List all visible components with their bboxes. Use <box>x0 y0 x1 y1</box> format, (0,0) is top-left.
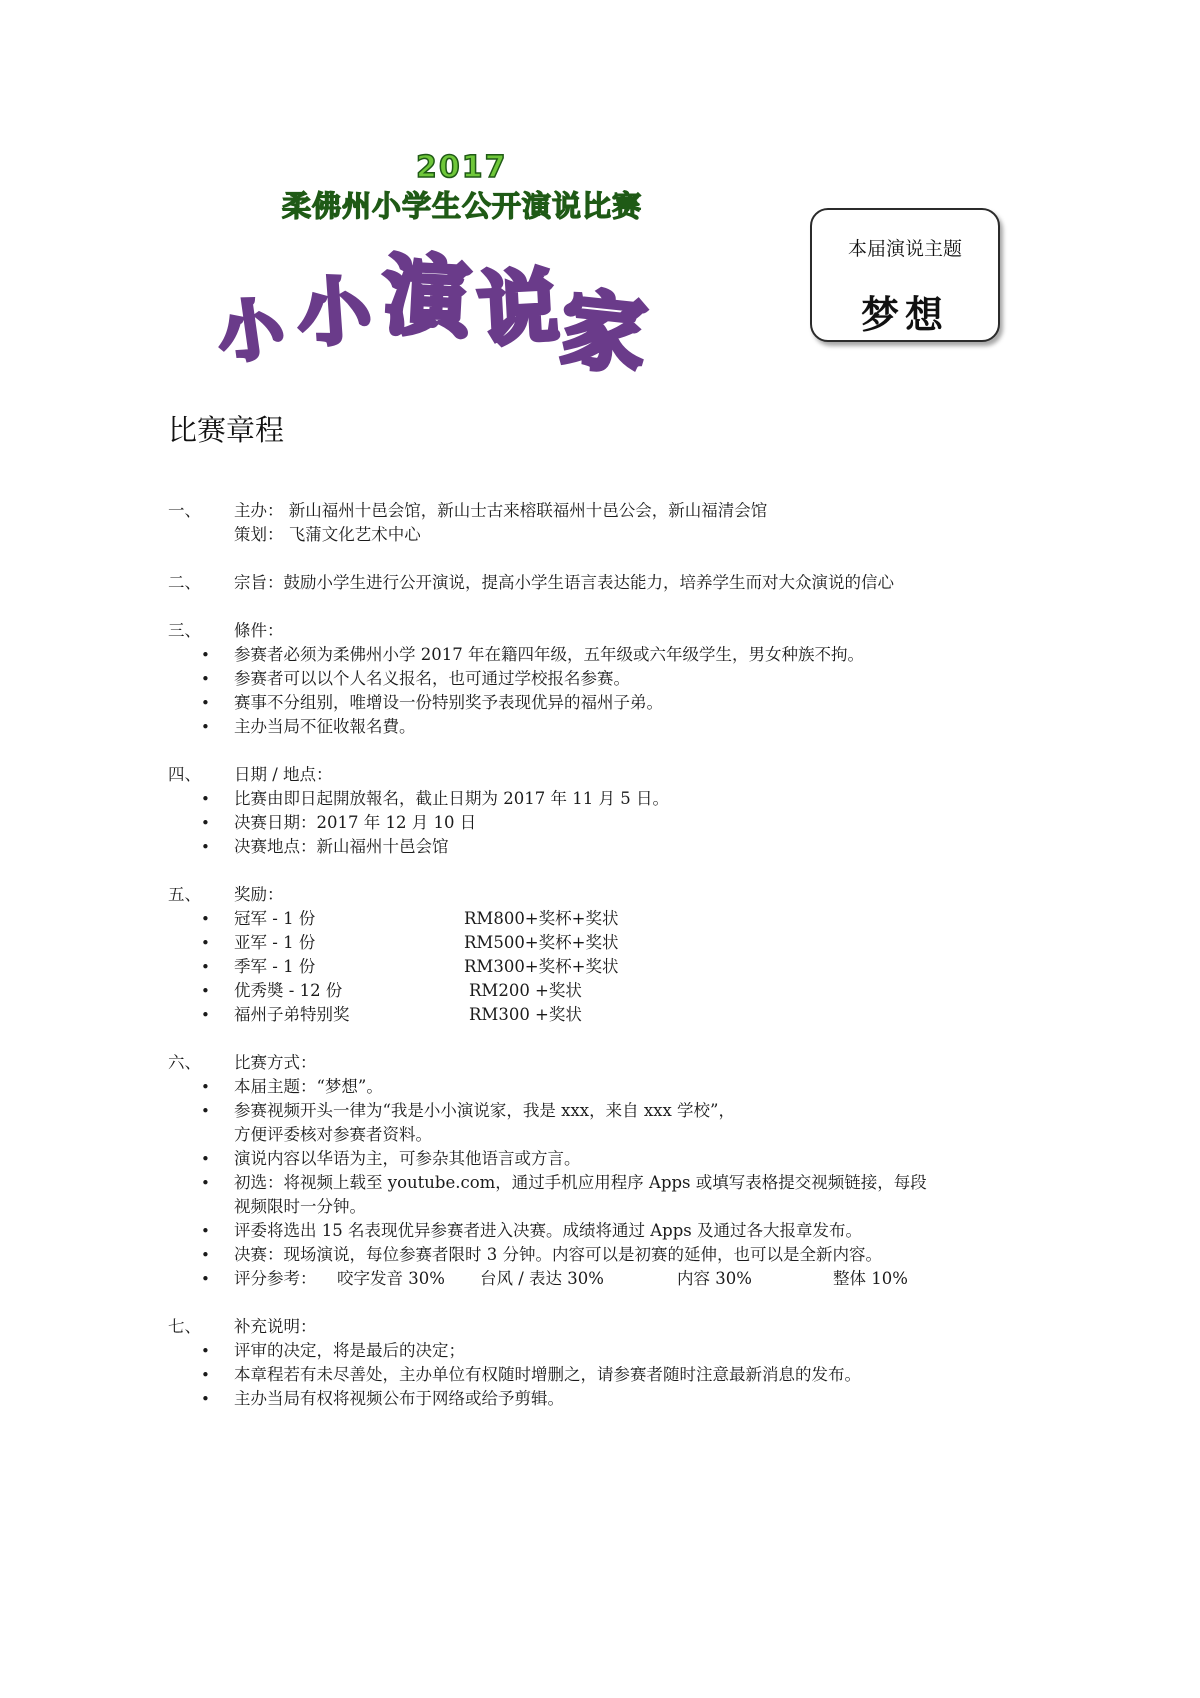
section-heading: 條件： <box>234 621 284 640</box>
list-item-text: 主办当局有权将视频公布于网络或给予剪辑。 <box>234 1389 564 1408</box>
section-heading: 奖励： <box>234 885 284 904</box>
bullet-icon: • <box>201 1078 210 1096</box>
scoring-item: 整体 10% <box>833 1269 908 1288</box>
prize-reward: RM200 +奖状 <box>469 981 582 1000</box>
prize-name: 季军 - 1 份 <box>234 957 316 976</box>
section-heading: 补充说明： <box>234 1317 317 1336</box>
list-item-text: 比赛由即日起開放報名，截止日期为 2017 年 11 月 5 日。 <box>234 789 669 808</box>
bullet-icon: • <box>201 718 210 736</box>
prize-name: 福州子弟特别奖 <box>234 1005 350 1024</box>
rules-sections <box>168 499 998 1435</box>
list-item-text: 参赛者必须为柔佛州小学 2017 年在籍四年级，五年级或六年级学生，男女种族不拘。 <box>234 645 864 664</box>
bullet-icon: • <box>201 982 210 1000</box>
event-name: 柔佛州小学生公开演说比赛 <box>282 189 643 223</box>
prize-reward: RM500+奖杯+奖状 <box>464 933 619 952</box>
bullet-icon: • <box>201 670 210 688</box>
list-item-text: 参赛视频开头一律为“我是小小演说家，我是 xxx，来自 xxx 学校”， <box>234 1101 735 1120</box>
theme-label: 本届演说主题 <box>847 238 962 260</box>
event-year: 2017 <box>416 150 508 185</box>
prize-name: 优秀奬 - 12 份 <box>234 981 343 1000</box>
section-2 <box>168 571 998 595</box>
section-number: 五、 <box>168 885 201 904</box>
bullet-icon: • <box>201 814 210 832</box>
bullet-icon: • <box>201 646 210 664</box>
section-heading: 比赛方式： <box>234 1053 317 1072</box>
theme-box <box>810 208 1000 342</box>
scoring-label: 评分参考： <box>234 1269 317 1288</box>
section-2-line <box>168 571 998 595</box>
prize-row <box>168 931 998 955</box>
list-item-text: 本届主题：“梦想”。 <box>234 1077 383 1096</box>
bullet-icon: • <box>201 1150 210 1168</box>
section-7 <box>168 1315 998 1411</box>
section-number: 四、 <box>168 765 201 784</box>
bullet-icon: • <box>201 838 210 856</box>
list-item-text: 初选：将视频上载至 youtube.com，通过手机应用程序 Apps 或填写表格提交视频链接，每段 <box>234 1173 927 1192</box>
scoring-item: 内容 30% <box>677 1269 752 1288</box>
list-item-text: 主办当局不征收報名費。 <box>234 717 416 736</box>
prize-reward: RM800+奖杯+奖状 <box>464 909 619 928</box>
bullet-icon: • <box>201 934 210 952</box>
logo-char-2: 小 <box>295 267 374 357</box>
section-4 <box>168 763 998 859</box>
bullet-icon: • <box>201 1246 210 1264</box>
prize-reward: RM300+奖杯+奖状 <box>464 957 619 976</box>
section-heading-line <box>168 619 998 643</box>
logo <box>213 222 654 387</box>
bullet-icon: • <box>201 1390 210 1408</box>
list-item <box>168 691 998 715</box>
list-item <box>168 1219 998 1243</box>
list-item <box>168 1147 998 1171</box>
list-item <box>168 1339 998 1363</box>
planner-text: 策划： 飞蒲文化艺术中心 <box>234 525 421 544</box>
list-item-text: 赛事不分组别，唯增设一份特别奖予表现优异的福州子弟。 <box>234 693 663 712</box>
list-item-text: 视频限时一分钟。 <box>234 1197 366 1216</box>
logo-char-1: 小 <box>213 290 288 374</box>
list-item <box>168 811 998 835</box>
list-item-text: 方便评委核对参赛者资料。 <box>234 1125 432 1144</box>
list-item <box>168 1243 998 1267</box>
list-item <box>168 787 998 811</box>
list-item-text: 本章程若有未尽善处，主办单位有权随时增删之，请参赛者随时注意最新消息的发布。 <box>234 1365 861 1384</box>
section-number: 三、 <box>168 621 201 640</box>
bullet-icon: • <box>201 790 210 808</box>
section-heading-line <box>168 883 998 907</box>
section-number: 六、 <box>168 1053 201 1072</box>
section-heading: 日期 / 地点： <box>234 765 333 784</box>
bullet-icon: • <box>201 1342 210 1360</box>
list-item-continuation <box>168 1195 998 1219</box>
list-item-text: 参赛者可以以个人名义报名，也可通过学校报名参赛。 <box>234 669 630 688</box>
list-item <box>168 1075 998 1099</box>
prize-row <box>168 955 998 979</box>
organizer-text: 主办： 新山福州十邑会馆，新山士古来榕联福州十邑公会，新山福清会馆 <box>234 501 768 520</box>
list-item <box>168 1363 998 1387</box>
bullet-icon: • <box>201 958 210 976</box>
bullet-icon: • <box>201 1006 210 1024</box>
bullet-icon: • <box>201 1174 210 1192</box>
logo-char-5: 家 <box>556 279 651 387</box>
prize-name: 亚军 - 1 份 <box>234 933 316 952</box>
bullet-icon: • <box>201 910 210 928</box>
logo-char-4: 说 <box>475 259 561 358</box>
section-1-line-organizer <box>168 499 998 523</box>
bullet-icon: • <box>201 1366 210 1384</box>
bullet-icon: • <box>201 1102 210 1120</box>
section-number: 七、 <box>168 1317 201 1336</box>
bullet-icon: • <box>201 694 210 712</box>
list-item <box>168 1171 998 1195</box>
list-item-text: 评审的决定，将是最后的决定； <box>234 1341 465 1360</box>
bullet-icon: • <box>201 1222 210 1240</box>
section-number: 一、 <box>168 501 201 520</box>
section-number: 二、 <box>168 573 201 592</box>
prize-reward: RM300 +奖状 <box>469 1005 582 1024</box>
prize-name: 冠军 - 1 份 <box>234 909 316 928</box>
section-5 <box>168 883 998 1027</box>
list-item-text: 演说内容以华语为主，可参杂其他语言或方言。 <box>234 1149 581 1168</box>
list-item <box>168 667 998 691</box>
scoring-item: 台风 / 表达 30% <box>480 1269 604 1288</box>
prize-row <box>168 907 998 931</box>
prize-row <box>168 979 998 1003</box>
list-item <box>168 715 998 739</box>
logo-char-3: 演 <box>381 245 473 351</box>
list-item <box>168 643 998 667</box>
list-item <box>168 1099 998 1123</box>
prize-row <box>168 1003 998 1027</box>
list-item <box>168 835 998 859</box>
doc-title: 比赛章程 <box>168 413 285 447</box>
list-item <box>168 1387 998 1411</box>
theme-value: 梦想 <box>860 292 949 337</box>
scoring-item: 咬字发音 30% <box>337 1269 445 1288</box>
purpose-text: 宗旨：鼓励小学生进行公开演说，提高小学生语言表达能力，培养学生而对大众演说的信心 <box>234 573 894 592</box>
section-heading-line <box>168 1051 998 1075</box>
section-6 <box>168 1051 998 1291</box>
list-item-text: 评委将选出 15 名表现优异参赛者进入决赛。成绩将通过 Apps 及通过各大报章发布。 <box>234 1221 862 1240</box>
section-1 <box>168 499 998 547</box>
bullet-icon: • <box>201 1270 210 1288</box>
list-item-text: 决赛地点：新山福州十邑会馆 <box>234 837 449 856</box>
list-item-text: 决赛：现场演说，每位参赛者限时 3 分钟。内容可以是初赛的延伸，也可以是全新内容。 <box>234 1245 882 1264</box>
section-3 <box>168 619 998 739</box>
section-heading-line <box>168 1315 998 1339</box>
list-item-continuation <box>168 1123 998 1147</box>
scoring-row <box>168 1267 998 1291</box>
section-1-line-planner <box>168 523 998 547</box>
list-item-text: 决赛日期：2017 年 12 月 10 日 <box>234 813 477 832</box>
section-heading-line <box>168 763 998 787</box>
